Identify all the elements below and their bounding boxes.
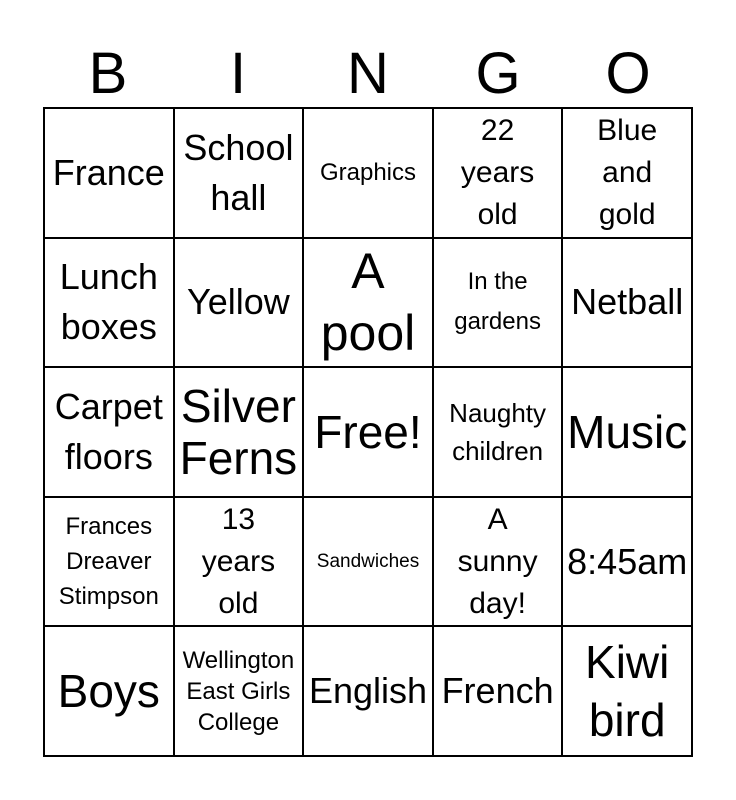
header-letter-i: I — [229, 41, 247, 106]
cell-text: 22 years old — [460, 113, 535, 231]
cell-text: Yellow — [187, 281, 290, 323]
cell-text: France — [52, 151, 165, 193]
cell-text: Netball — [571, 281, 684, 323]
cell-text: In the gardens — [454, 268, 541, 336]
bingo-cell[interactable] — [304, 627, 434, 757]
bingo-board — [43, 107, 693, 757]
cell-text: Blue and gold — [597, 113, 658, 231]
bingo-cell[interactable] — [175, 368, 305, 498]
bingo-cell[interactable] — [304, 368, 434, 498]
bingo-cell[interactable] — [434, 239, 564, 369]
cell-text: Sandwiches — [316, 550, 420, 572]
bingo-cell[interactable] — [45, 109, 175, 239]
cell-text: A pool — [320, 243, 416, 362]
bingo-cell[interactable] — [563, 109, 693, 239]
header-letter-n: N — [347, 41, 389, 106]
bingo-cell[interactable] — [45, 627, 175, 757]
bingo-cell[interactable] — [434, 498, 564, 628]
cell-text: Graphics — [319, 158, 417, 186]
bingo-cell[interactable] — [45, 368, 175, 498]
bingo-cell[interactable] — [563, 239, 693, 369]
cell-text: A sunny day! — [457, 502, 538, 620]
bingo-cell[interactable] — [563, 627, 693, 757]
bingo-cell[interactable] — [175, 239, 305, 369]
header-letter-g: G — [475, 41, 521, 106]
header-letter-b: B — [88, 41, 128, 106]
cell-text: Free! — [314, 405, 422, 458]
cell-text: French — [441, 670, 554, 712]
cell-text: Carpet floors — [54, 385, 163, 477]
bingo-cell[interactable] — [563, 498, 693, 628]
bingo-cell[interactable] — [434, 627, 564, 757]
bingo-cell[interactable] — [563, 368, 693, 498]
cell-text: Lunch boxes — [59, 256, 158, 348]
cell-text: Kiwi bird — [585, 636, 670, 747]
bingo-cell[interactable] — [304, 109, 434, 239]
cell-text: Silver Ferns — [179, 379, 298, 484]
bingo-cell[interactable] — [175, 109, 305, 239]
cell-text: Naughty children — [449, 397, 547, 466]
bingo-cell[interactable] — [304, 239, 434, 369]
bingo-cell[interactable] — [45, 239, 175, 369]
bingo-cell[interactable] — [175, 498, 305, 628]
bingo-header — [43, 40, 693, 108]
cell-text: School hall — [183, 126, 294, 218]
cell-text: 8:45am — [567, 540, 688, 582]
bingo-cell[interactable] — [175, 627, 305, 757]
bingo-cell[interactable] — [434, 109, 564, 239]
cell-text: English — [308, 670, 428, 712]
cell-text: Wellington East Girls College — [182, 646, 295, 736]
bingo-cell[interactable] — [304, 498, 434, 628]
cell-text: 13 years old — [201, 502, 276, 620]
bingo-cell[interactable] — [45, 498, 175, 628]
cell-text: Boys — [57, 665, 160, 718]
cell-text: Frances Dreaver Stimpson — [58, 513, 159, 611]
header-letter-o: O — [605, 41, 651, 106]
bingo-cell[interactable] — [434, 368, 564, 498]
cell-text: Music — [567, 405, 688, 458]
